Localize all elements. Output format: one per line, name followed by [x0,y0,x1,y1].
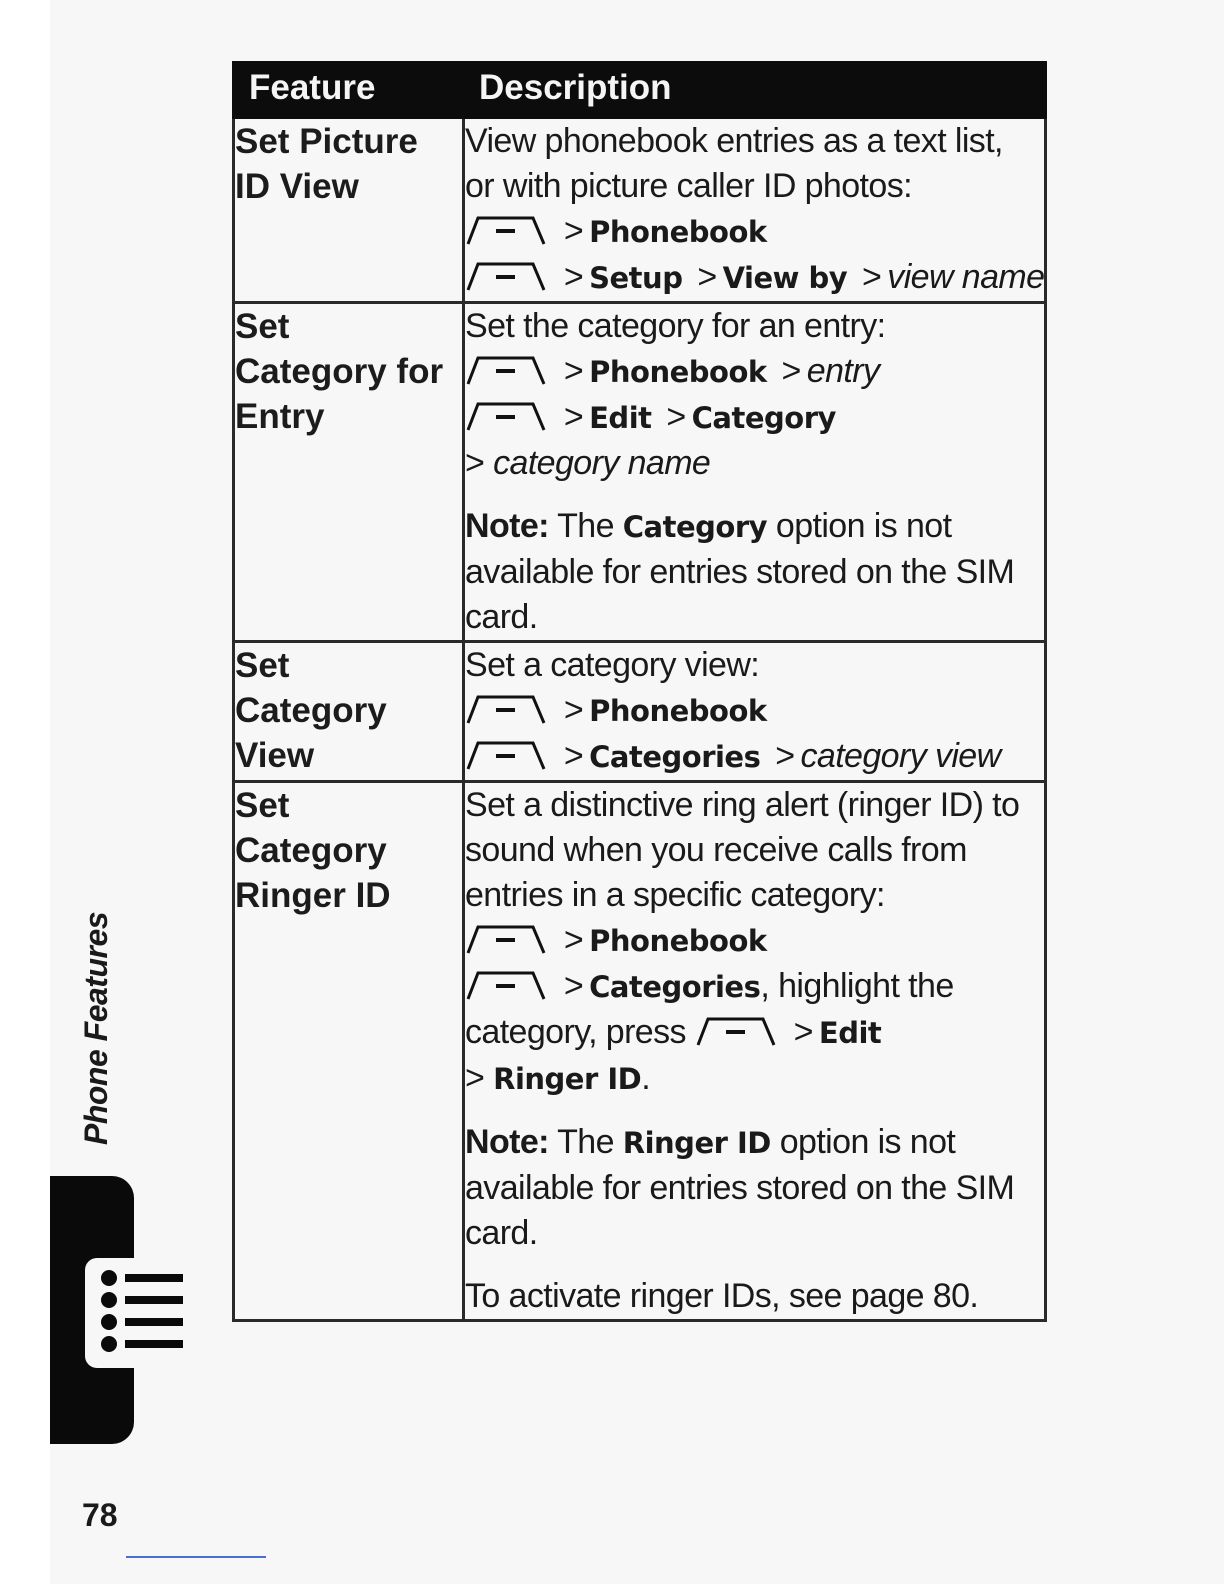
path-separator: > [465,444,485,482]
path-separator: > [563,398,584,436]
underline-divider [126,1556,266,1558]
variable-text: entry [806,352,880,390]
feature-name-line: Set [235,646,290,685]
cross-reference-text: To activate ringer IDs, see page 80. [465,1277,979,1315]
description-text: . [641,1059,651,1097]
description-cell [464,782,1046,1321]
menu-path [465,964,1044,1010]
menu-item-label: Phonebook [589,215,767,249]
variable-text: category name [493,444,711,482]
menu-key-icon [465,400,549,432]
note-paragraph [465,504,1044,640]
menu-item-label: Edit [589,401,652,435]
path-separator: > [563,921,584,959]
page-number: 78 [82,1497,118,1533]
page-margin [0,0,50,1584]
feature-name-line: Category [235,691,387,730]
menu-item-label: Edit [818,1016,882,1050]
menu-path [465,734,1044,780]
menu-key-icon [465,354,549,386]
menu-path [465,255,1044,301]
column-header-description: Description [464,63,1046,118]
feature-name-line: Ringer ID [235,876,391,915]
description-text: category, press [465,1013,686,1051]
menu-item-label: Phonebook [589,355,767,389]
description-text: Set a category view: [465,646,760,684]
feature-name-line: Category for [235,352,444,391]
path-separator: > [465,1059,485,1097]
feature-name-line: Set [235,307,290,346]
feature-name-line: View [235,736,315,775]
feature-cell [234,118,464,303]
list-icon [85,1258,190,1368]
description-paragraph [465,304,1044,486]
menu-path [465,349,1044,395]
section-label: Phone Features [78,911,114,1145]
menu-path [465,918,1044,964]
feature-name-line: Entry [235,397,325,436]
feature-cell [234,642,464,782]
menu-path [465,209,1044,255]
menu-key-icon [465,693,549,725]
description-cell [464,118,1046,303]
description-text: Set a distinctive ring alert (ringer ID) to sound when you receive calls from entries in a specific category: [465,786,1020,914]
table-row [234,303,1046,642]
menu-path [465,688,1044,734]
path-separator: > [563,691,584,729]
note-text: The [548,507,623,545]
feature-cell [234,303,464,642]
feature-name-line: Set [235,786,290,825]
note-label: Note: [465,1123,549,1161]
description-text: , highlight the [760,967,954,1005]
note-text: option is not available for entries stored on the SIM card. [465,1123,1015,1252]
table-header-row [234,63,1046,118]
path-separator: > [563,352,584,390]
path-separator: > [781,352,801,390]
menu-key-icon [465,923,549,955]
table-row [234,782,1046,1321]
feature-name-line: Category [235,831,387,870]
path-separator: > [563,258,584,296]
feature-name-line: ID View [235,167,359,206]
description-text: or with picture caller ID photos: [465,167,912,205]
menu-path [465,1010,1044,1056]
path-separator: > [775,737,795,775]
menu-key-icon [695,1015,779,1047]
note-paragraph [465,1120,1044,1256]
menu-item-label: Setup [589,261,683,295]
feature-table [232,61,1047,1322]
menu-item-label: Category [622,510,768,544]
menu-item-label: Categories [589,970,761,1004]
note-text: option is not available for entries stored on the SIM card. [465,507,1015,636]
feature-name-line: Set Picture [235,122,418,161]
menu-path [465,395,1044,441]
description-text: View phonebook entries as a text list, [465,122,1003,160]
variable-text: view name [887,258,1045,296]
path-separator: > [697,258,717,296]
table-row [234,118,1046,303]
note-text: The [548,1123,623,1161]
feature-cell [234,782,464,1321]
menu-item-label: Phonebook [589,694,767,728]
menu-path [465,441,1044,486]
menu-item-label: Phonebook [589,924,767,958]
menu-key-icon [465,969,549,1001]
path-separator: > [666,398,686,436]
menu-item-label: View by [722,261,848,295]
path-separator: > [563,737,584,775]
path-separator: > [563,212,584,250]
menu-item-label: Categories [589,740,761,774]
note-label: Note: [465,507,549,545]
path-separator: > [862,258,882,296]
menu-key-icon [465,214,549,246]
description-paragraph [465,783,1044,1102]
table-row [234,642,1046,782]
menu-path [465,1056,1044,1102]
menu-key-icon [465,260,549,292]
menu-item-label: Ringer ID [622,1126,771,1160]
menu-item-label: Category [691,401,836,435]
description-cell [464,303,1046,642]
column-header-feature: Feature [234,63,464,118]
path-separator: > [793,1013,813,1051]
description-cell [464,642,1046,782]
description-text: Set the category for an entry: [465,307,886,345]
menu-item-label: Ringer ID [493,1062,642,1096]
menu-key-icon [465,739,549,771]
variable-text: category view [800,737,1001,775]
path-separator: > [563,967,584,1005]
